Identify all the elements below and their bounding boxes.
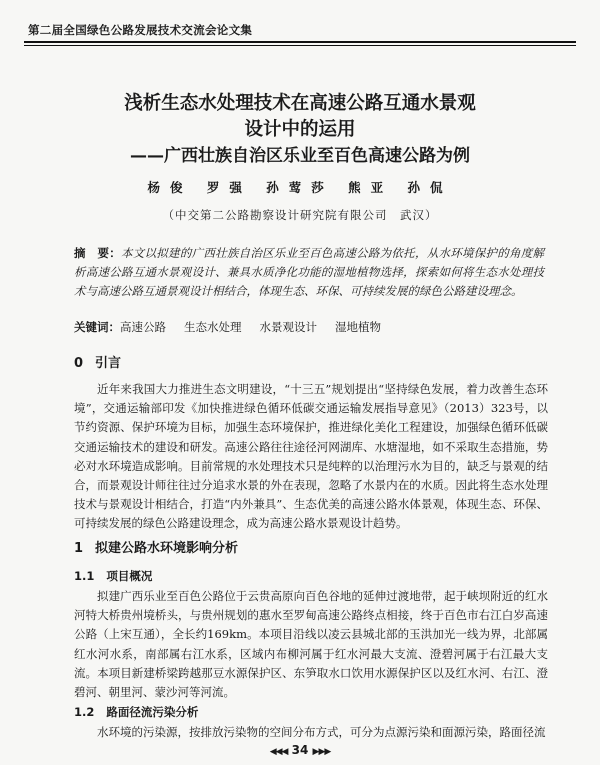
section-heading-0 xyxy=(74,352,121,371)
section-number: 0 xyxy=(74,356,84,371)
page-number-text: 34 xyxy=(291,743,309,757)
section-number: 1 xyxy=(74,541,84,556)
page-number xyxy=(250,743,350,757)
keyword-item: 生态水处理 xyxy=(184,320,242,334)
subsection-number: 1.1 xyxy=(74,569,95,583)
author-list: 杨俊 罗强 孙莺莎 熊亚 孙侃 xyxy=(147,180,453,195)
subsection-title: 路面径流污染分析 xyxy=(106,705,199,719)
paper-title xyxy=(40,91,560,169)
keyword-item: 湿地植物 xyxy=(335,320,381,334)
header-rule-thin xyxy=(24,45,576,46)
page-ornament-right: ▶▶▶ xyxy=(312,747,331,757)
section-title: 拟建公路水环境影响分析 xyxy=(95,541,239,556)
section-heading-1 xyxy=(74,537,238,556)
title-line-1: 浅析生态水处理技术在高速公路互通水景观 xyxy=(124,93,476,114)
subsection-heading-1-1 xyxy=(74,568,152,584)
subsection-number: 1.2 xyxy=(74,705,95,719)
abstract-label: 摘 要： xyxy=(74,246,122,260)
section-title: 引言 xyxy=(95,356,122,371)
abstract-text: 本文以拟建的广西壮族自治区乐业至百色高速公路为依托，从水环境保护的角度解析高速公路互通水景观设计、兼具水质净化功能的湿地植物选择，探索如何将生态水处理技术与高速公路互通景观设计相结合，体现生态、环保、可持续发展的绿色公路建设理念。 xyxy=(74,246,545,298)
subsection-heading-1-2 xyxy=(74,704,198,720)
title-line-3: ——广西壮族自治区乐业至百色高速公路为例 xyxy=(130,146,470,166)
header-rule-thick xyxy=(24,41,576,43)
keywords-label: 关键词： xyxy=(74,320,120,334)
affiliation: （中交第二公路勘察设计研究院有限公司 武汉） xyxy=(162,208,438,222)
keyword-item: 高速公路 xyxy=(120,320,166,334)
runoff-paragraph: 水环境的污染源，按排放污染物的空间分布方式，可分为点源污染和面源污染，路面径流 xyxy=(97,725,546,739)
keyword-item: 水景观设计 xyxy=(259,320,317,334)
title-line-2: 设计中的运用 xyxy=(244,119,356,140)
abstract xyxy=(74,244,544,301)
page-ornament-left: ◀◀◀ xyxy=(269,747,288,757)
keywords xyxy=(74,319,544,335)
subsection-title: 项目概况 xyxy=(106,569,153,583)
intro-paragraph: 近年来我国大力推进生态文明建设，“十三五”规划提出“坚持绿色发展，着力改善生态环境”，交通运输部印发《加快推进绿色循环低碳交通运输发展指导意见》（2013）323号，以节约资源、保护环境为目标，加强生态环境保护，推进绿化美化工程建设，加强绿色循环低碳交通运输技术的建设和研发。高速公路往往途径河网湖库、水塘湿地，如不采取生态措施，势必对水环境造成影响。目前常规的水处理技术只是纯粹的以治理污水为目的，缺乏与景观的结合，而景观设计师往往过分追求水景的外在表现，忽略了水景内在的水质。因此将生态水处理技术与景观设计相结合，打造“内外兼具”、生态优美的高速公路水体景观，体现生态、环保、可持续发展的绿色公路建设理念，成为高速公路水景观设计趋势。 xyxy=(74,382,548,531)
overview-paragraph: 拟建广西乐业至百色公路位于云贵高原向百色谷地的延伸过渡地带，起于峡坝附近的红水河特大桥贵州境桥头，与贵州规划的惠水至罗甸高速公路终点相接，终于百色市右江白岁高速公路（上宋互通），全长约169km。本项目沿线以凌云县城北部的玉洪加光一线为界，北部属红水河水系，南部属右江水系，区域内布柳河属于红水河最大支流、澄碧河属于右江最大支流。本项目新建桥梁跨越那豆水源保护区、东笋取水口饮用水源保护区以及红水河、右江、澄碧河、朝里河、蒙沙河等河流。 xyxy=(74,589,548,700)
running-header: 第二届全国绿色公路发展技术交流会论文集 xyxy=(28,23,253,37)
